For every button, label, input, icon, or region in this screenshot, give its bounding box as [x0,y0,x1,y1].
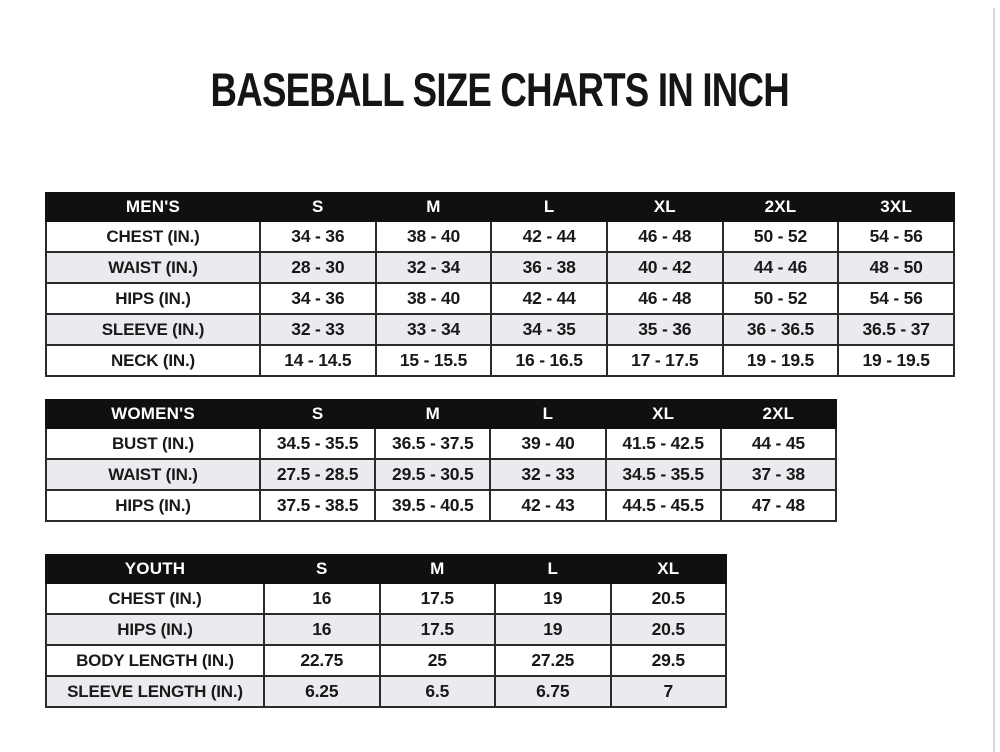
group-header-cell: MEN'S [46,193,260,221]
measurement-row [46,283,954,314]
group-header-cell: WOMEN'S [46,400,260,428]
measurement-value-cell: 32 - 34 [376,252,492,283]
measurement-value-cell: 38 - 40 [376,283,492,314]
measurement-value-cell: 20.5 [611,583,727,614]
measurement-value-cell: 47 - 48 [721,490,836,521]
measurement-value-cell: 32 - 33 [490,459,605,490]
measurement-value-cell: 38 - 40 [376,221,492,252]
measurement-value-cell: 19 - 19.5 [723,345,839,376]
measurement-row [46,490,836,521]
measurement-value-cell: 29.5 - 30.5 [375,459,490,490]
womens-table-body [46,428,836,521]
size-header-cell: L [490,400,605,428]
measurement-value-cell: 36.5 - 37.5 [375,428,490,459]
measurement-value-cell: 22.75 [264,645,380,676]
measurement-label-cell: SLEEVE (IN.) [46,314,260,345]
header-row [46,400,836,428]
youth-size-table [45,554,727,708]
measurement-label-cell: HIPS (IN.) [46,490,260,521]
measurement-value-cell: 25 [380,645,496,676]
measurement-label-cell: NECK (IN.) [46,345,260,376]
size-header-cell: M [380,555,496,583]
youth-table-body [46,583,726,707]
measurement-value-cell: 6.75 [495,676,611,707]
measurement-value-cell: 19 [495,614,611,645]
header-row [46,193,954,221]
measurement-value-cell: 29.5 [611,645,727,676]
measurement-row [46,459,836,490]
measurement-value-cell: 28 - 30 [260,252,376,283]
womens-size-table [45,399,837,522]
measurement-row [46,252,954,283]
photo-edge-artifact [993,8,995,752]
measurement-value-cell: 48 - 50 [838,252,954,283]
page-title-text: BASEBALL SIZE CHARTS IN INCH [210,63,790,116]
measurement-row [46,314,954,345]
page-title [0,63,1000,116]
measurement-value-cell: 44 - 45 [721,428,836,459]
measurement-value-cell: 27.5 - 28.5 [260,459,375,490]
size-header-cell: L [495,555,611,583]
size-header-cell: XL [607,193,723,221]
youth-table-header [46,555,726,583]
measurement-value-cell: 37 - 38 [721,459,836,490]
measurement-row [46,428,836,459]
measurement-value-cell: 34 - 35 [491,314,607,345]
measurement-value-cell: 36 - 36.5 [723,314,839,345]
measurement-value-cell: 42 - 44 [491,221,607,252]
measurement-value-cell: 16 [264,614,380,645]
measurement-value-cell: 7 [611,676,727,707]
measurement-label-cell: BUST (IN.) [46,428,260,459]
measurement-value-cell: 17 - 17.5 [607,345,723,376]
measurement-value-cell: 36 - 38 [491,252,607,283]
mens-table-body [46,221,954,376]
measurement-value-cell: 54 - 56 [838,221,954,252]
size-header-cell: 2XL [721,400,836,428]
measurement-value-cell: 40 - 42 [607,252,723,283]
measurement-value-cell: 32 - 33 [260,314,376,345]
measurement-value-cell: 20.5 [611,614,727,645]
measurement-row [46,583,726,614]
measurement-label-cell: BODY LENGTH (IN.) [46,645,264,676]
measurement-label-cell: WAIST (IN.) [46,252,260,283]
size-header-cell: M [375,400,490,428]
measurement-value-cell: 15 - 15.5 [376,345,492,376]
measurement-label-cell: HIPS (IN.) [46,614,264,645]
measurement-row [46,345,954,376]
measurement-value-cell: 50 - 52 [723,283,839,314]
measurement-value-cell: 42 - 44 [491,283,607,314]
measurement-value-cell: 36.5 - 37 [838,314,954,345]
measurement-value-cell: 17.5 [380,583,496,614]
measurement-value-cell: 41.5 - 42.5 [606,428,721,459]
measurement-label-cell: HIPS (IN.) [46,283,260,314]
measurement-value-cell: 35 - 36 [607,314,723,345]
measurement-value-cell: 6.25 [264,676,380,707]
size-header-cell: S [260,400,375,428]
size-header-cell: S [264,555,380,583]
size-header-cell: XL [606,400,721,428]
measurement-value-cell: 54 - 56 [838,283,954,314]
size-header-cell: M [376,193,492,221]
measurement-value-cell: 17.5 [380,614,496,645]
measurement-row [46,614,726,645]
measurement-label-cell: CHEST (IN.) [46,583,264,614]
group-header-cell: YOUTH [46,555,264,583]
measurement-label-cell: WAIST (IN.) [46,459,260,490]
measurement-row [46,221,954,252]
measurement-value-cell: 39 - 40 [490,428,605,459]
measurement-value-cell: 34.5 - 35.5 [260,428,375,459]
measurement-value-cell: 50 - 52 [723,221,839,252]
measurement-value-cell: 34 - 36 [260,221,376,252]
measurement-value-cell: 27.25 [495,645,611,676]
measurement-value-cell: 34 - 36 [260,283,376,314]
size-header-cell: 3XL [838,193,954,221]
size-header-cell: XL [611,555,727,583]
measurement-value-cell: 46 - 48 [607,221,723,252]
measurement-value-cell: 34.5 - 35.5 [606,459,721,490]
measurement-value-cell: 42 - 43 [490,490,605,521]
measurement-value-cell: 44 - 46 [723,252,839,283]
size-header-cell: S [260,193,376,221]
measurement-row [46,645,726,676]
measurement-value-cell: 39.5 - 40.5 [375,490,490,521]
measurement-value-cell: 19 [495,583,611,614]
size-header-cell: 2XL [723,193,839,221]
measurement-value-cell: 33 - 34 [376,314,492,345]
measurement-value-cell: 46 - 48 [607,283,723,314]
measurement-label-cell: CHEST (IN.) [46,221,260,252]
measurement-row [46,676,726,707]
measurement-value-cell: 19 - 19.5 [838,345,954,376]
measurement-label-cell: SLEEVE LENGTH (IN.) [46,676,264,707]
measurement-value-cell: 6.5 [380,676,496,707]
measurement-value-cell: 16 [264,583,380,614]
measurement-value-cell: 44.5 - 45.5 [606,490,721,521]
mens-table-header [46,193,954,221]
mens-size-table [45,192,955,377]
measurement-value-cell: 37.5 - 38.5 [260,490,375,521]
measurement-value-cell: 16 - 16.5 [491,345,607,376]
measurement-value-cell: 14 - 14.5 [260,345,376,376]
womens-table-header [46,400,836,428]
size-header-cell: L [491,193,607,221]
header-row [46,555,726,583]
